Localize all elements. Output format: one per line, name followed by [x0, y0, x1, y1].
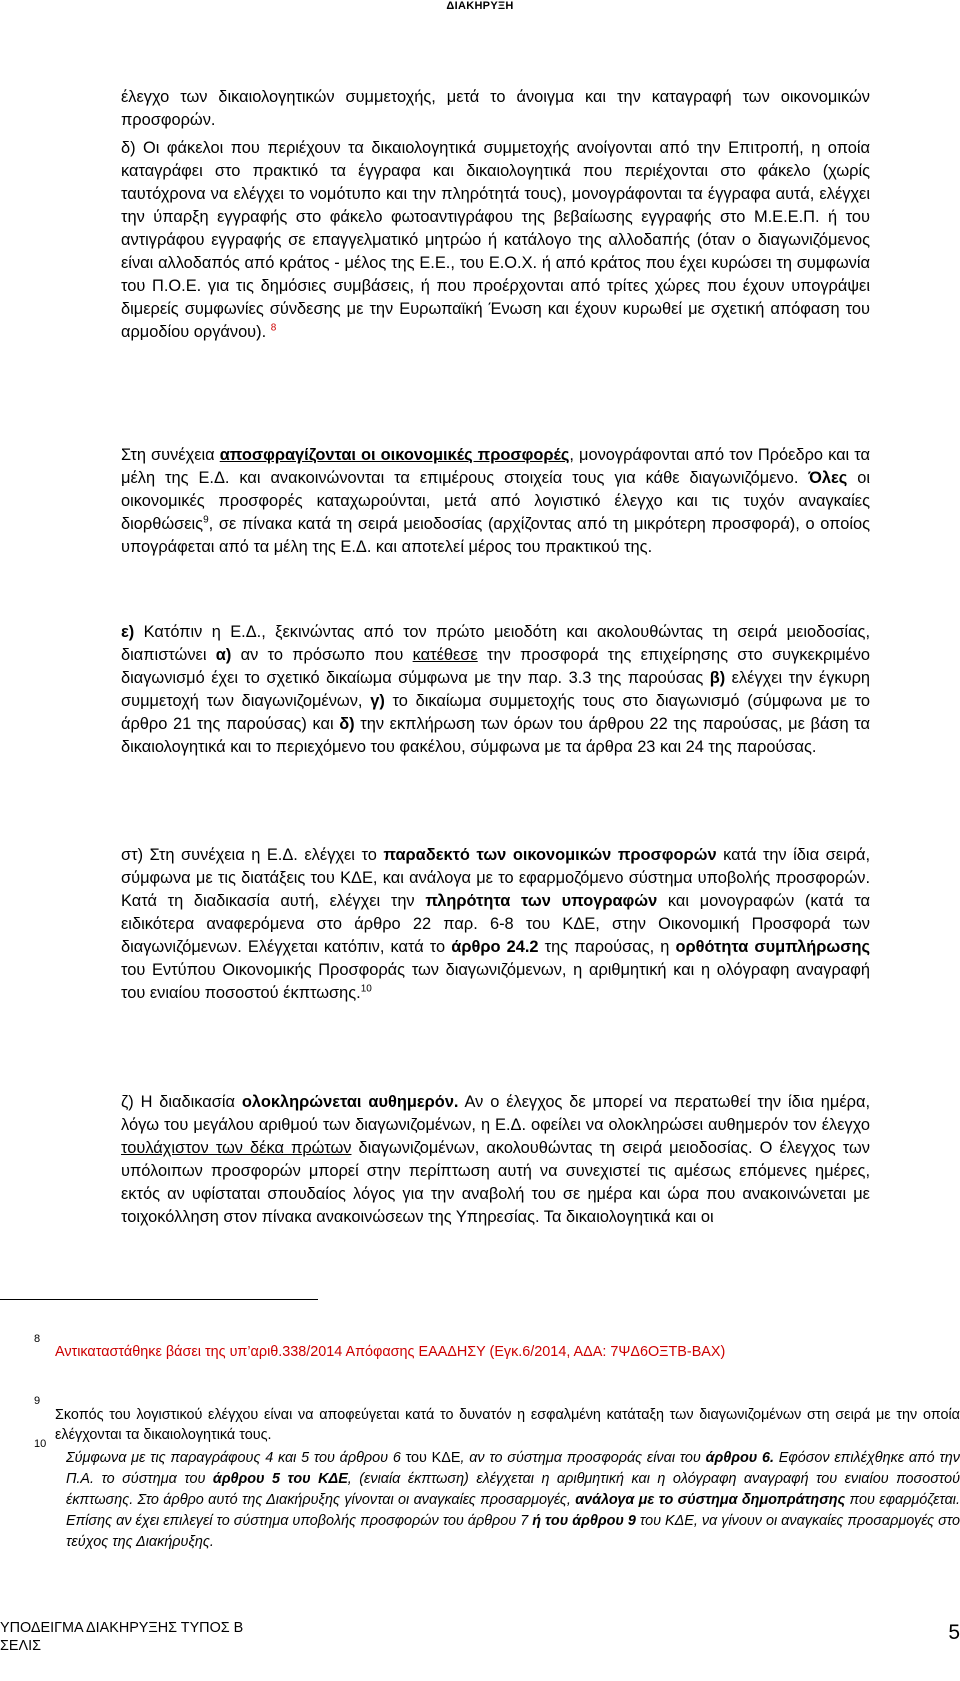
emphasis-text: ολοκληρώνεται αυθημερόν.	[241, 1093, 459, 1111]
page-number: 5	[948, 1621, 960, 1644]
paragraph-d	[121, 137, 870, 344]
footnote-9-number: 9	[34, 1395, 41, 1407]
footer-document-title: ΥΠΟΔΕΙΓΜΑ ΔΙΑΚΗΡΥΞΗΣ ΤΥΠΟΣ Β ΣΕΛΙΣ	[0, 1620, 244, 1654]
footnote-ref-9[interactable]: 9	[203, 514, 209, 526]
emphasis-text: κατέθεσε	[412, 646, 478, 664]
footnote-ref-8[interactable]: 8	[270, 322, 277, 334]
paragraph-st: στ) Στη συνέχεια η Ε.Δ. ελέγχει το παραδεκτό των οικονομικών προσφορών κατά την ίδια σειρά, σύμφωνα με τις διατάξεις του ΚΔΕ, και ανάλογα με το εφαρμοζόμενο σύστημα υποβολής προσφορών. Κατά τη διαδικασία αυτή, ελέγχει την πληρότητα των υπογραφών και μονογραφών (κατά τα ειδικότερα αναφερόμενα στο άρθρο 22 παρ. 6-8 του ΚΔΕ, στην Οικονομική Προσφορά των διαγωνιζόμενων. Ελέγχεται κατόπιν, κατά το άρθρο 24.2 της παρούσας, η ορθότητα συμπλήρωσης του Εντύπου Οικονομικής Προσφοράς των διαγωνιζόμενων, η αριθμητική και η ολόγραφη αναγραφή του ενιαίου ποσοστού έκπτωσης.$^{10}$	[121, 846, 871, 1002]
paragraph-e: ε) Κατόπιν η Ε.Δ., ξεκινώντας από τον πρώτο μειοδότη και ακολουθώντας τη σειρά μειοδοσίας, διαπιστώνει α) αν το πρόσωπο που κατέθεσε την προσφορά της επιχείρησης στο συγκεκριμένο διαγωνισμό έχει το σχετικό δικαίωμα σύμφωνα με την παρ. 3.3 της παρούσας β) ελέγχει την έγκυρη συμμετοχή των διαγωνιζομένων, γ) το δικαίωμα συμμετοχής τους στο διαγωνισμό (σύμφωνα με το άρθρο 21 της παρούσας) και δ) την εκπλήρωση των όρων του άρθρου 22 της παρούσας, με βάση τα δικαιολογητικά και το περιεχόμενο του φακέλου, σύμφωνα με τα άρθρα 23 και 24 της παρούσας.	[121, 623, 871, 756]
paragraph-z: ζ) Η διαδικασία ολοκληρώνεται αυθημερόν. Αν ο έλεγχος δε μπορεί να περατωθεί την ίδια ημέρα, λόγω του μεγάλου αριθμού των διαγωνιζομένων, η Ε.Δ. οφείλει να ολοκληρώσει αυθημερόν τον έλεγχο τουλάχιστον των δέκα πρώτων διαγωνιζομένων, ακολουθώντας τη σειρά μειοδοσίας. Ο έλεγχος των υπόλοιπων προσφορών μπορεί στην περίπτωση αυτή να συνεχιστεί τις αμέσως επόμενες ημέρες, εκτός αν υφίσταται σπουδαίος λόγος για την αναβολή του σε ημέρα και ώρα που ανακοινώνεται με τοιχοκόλληση στον πίνακα ανακοινώσεων της Υπηρεσίας. Τα δικαιολογητικά και οι	[121, 1093, 871, 1226]
emphasis-text: παραδεκτό των οικονομικών προσφορών	[383, 846, 717, 864]
emphasis-text: πληρότητα των υπογραφών	[425, 892, 658, 910]
footnote-8-number: 8	[34, 1333, 41, 1345]
emphasis-text: αποσφραγίζονται οι οικονομικές προσφορές	[219, 446, 570, 464]
paragraph-continuation	[121, 86, 870, 132]
paragraph-text: έλεγχο των δικαιολογητικών συμμετοχής, μετά το άνοιγμα και την καταγραφή των οικονομικών προσφορών.	[121, 88, 870, 129]
emphasis-text: ορθότητα συμπλήρωσης	[675, 938, 871, 956]
emphasis-text: τουλάχιστον των δέκα πρώτων	[121, 1139, 352, 1157]
emphasis-text: Όλες	[808, 469, 848, 487]
page-header: ΔΙΑΚΗΡΥΞΗ	[446, 0, 514, 12]
footnote-separator	[0, 1299, 318, 1300]
paragraph-financial-offers: Στη συνέχεια αποσφραγίζονται οι οικονομικές προσφορές, μονογράφονται από τον Πρόεδρο και τα μέλη της Ε.Δ. και ανακοινώνονται τα επιμέρους στοιχεία τους για κάθε διαγωνιζόμενο. Όλες οι οικονομικές προσφορές καταχωρούνται, μετά από λογιστικό έλεγχο και τις τυχόν αναγκαίες διορθώσεις$^9$, σε πίνακα κατά τη σειρά μειοδοσίας (αρχίζοντας από τη μικρότερη προσφορά), ο οποίος υπογράφεται από τα μέλη της Ε.Δ. και αποτελεί μέρος του πρακτικού της.	[121, 446, 871, 556]
footnote-8: Αντικαταστάθηκε βάσει της υπ’αριθ.338/2014 Απόφασης ΕΑΑΔΗΣΥ (Εγκ.6/2014, ΑΔΑ: 7ΨΔ6ΟΞΤΒ-ΒΑΧ)	[55, 1344, 726, 1360]
footnote-10: Σύμφωνα με τις παραγράφους 4 και 5 του άρθρου 6 του ΚΔΕ, αν το σύστημα προσφοράς είναι του άρθρου 6. Εφόσον επιλέχθηκε από την Π.Α. το σύστημα του άρθρου 5 του ΚΔΕ, (ενιαία έκπτωση) ελέγχεται η αριθμητική και η ολόγραφη αναγραφή του ενιαίου ποσοστού έκπτωσης. Στο άρθρο αυτό της Διακήρυξης γίνονται οι αναγκαίες προσαρμογές, ανάλογα με το σύστημα δημοπράτησης που εφαρμόζεται. Επίσης αν έχει επιλεγεί το σύστημα υποβολής προσφορών του άρθρου 7 ή του άρθρου 9 του ΚΔΕ, να γίνουν οι αναγκαίες προσαρμογές στο τεύχος της Διακήρυξης.	[66, 1450, 960, 1550]
footnote-9: Σκοπός του λογιστικού ελέγχου είναι να αποφεύγεται κατά το δυνατόν η εσφαλμένη κατάταξη των διαγωνιζομένων στη σειρά με την οποία ελέγχονται τα δικαιολογητικά τους.	[55, 1407, 960, 1443]
emphasis-text: άρθρο 24.2	[451, 938, 539, 956]
paragraph-text: δ) Οι φάκελοι που περιέχουν τα δικαιολογητικά συμμετοχής ανοίγονται από την Επιτροπή, η οποία καταγράφει στο πρακτικό τα έγγραφα και δικαιολογητικά που περιέχονται στο φάκελο (χωρίς ταυτόχρονα να ελέγχει το νομότυπο και την πληρότητά τους), μονογράφονται τα έγγραφα αυτά, ελέγχει την ύπαρξη εγγραφής στο φάκελο φωτοαντιγράφου της βεβαίωσης εγγραφής στο Μ.Ε.Ε.Π. ή του αντιγράφου εγγραφής σε επαγγελματικό μητρώο ή κατάλογο της αλλοδαπής (όταν ο διαγωνιζόμενος είναι αλλοδαπός από κράτος - μέλος της Ε.Ε., του Ε.Ο.Χ. ή από κράτος που έχει κυρώσει τη συμφωνία του Π.Ο.Ε. για τις δημόσιες συμβάσεις, ή που προέρχονται από τρίτες χώρες που έχουν υπογράψει διμερείς συμφωνίες σύνδεσης με την Ευρωπαϊκή Ένωση και έχουν κυρωθεί με σχετική απόφαση του αρμοδίου οργάνου).	[121, 139, 870, 341]
footnote-ref-10[interactable]: 10	[360, 983, 372, 995]
footnote-10-number: 10	[34, 1438, 47, 1450]
